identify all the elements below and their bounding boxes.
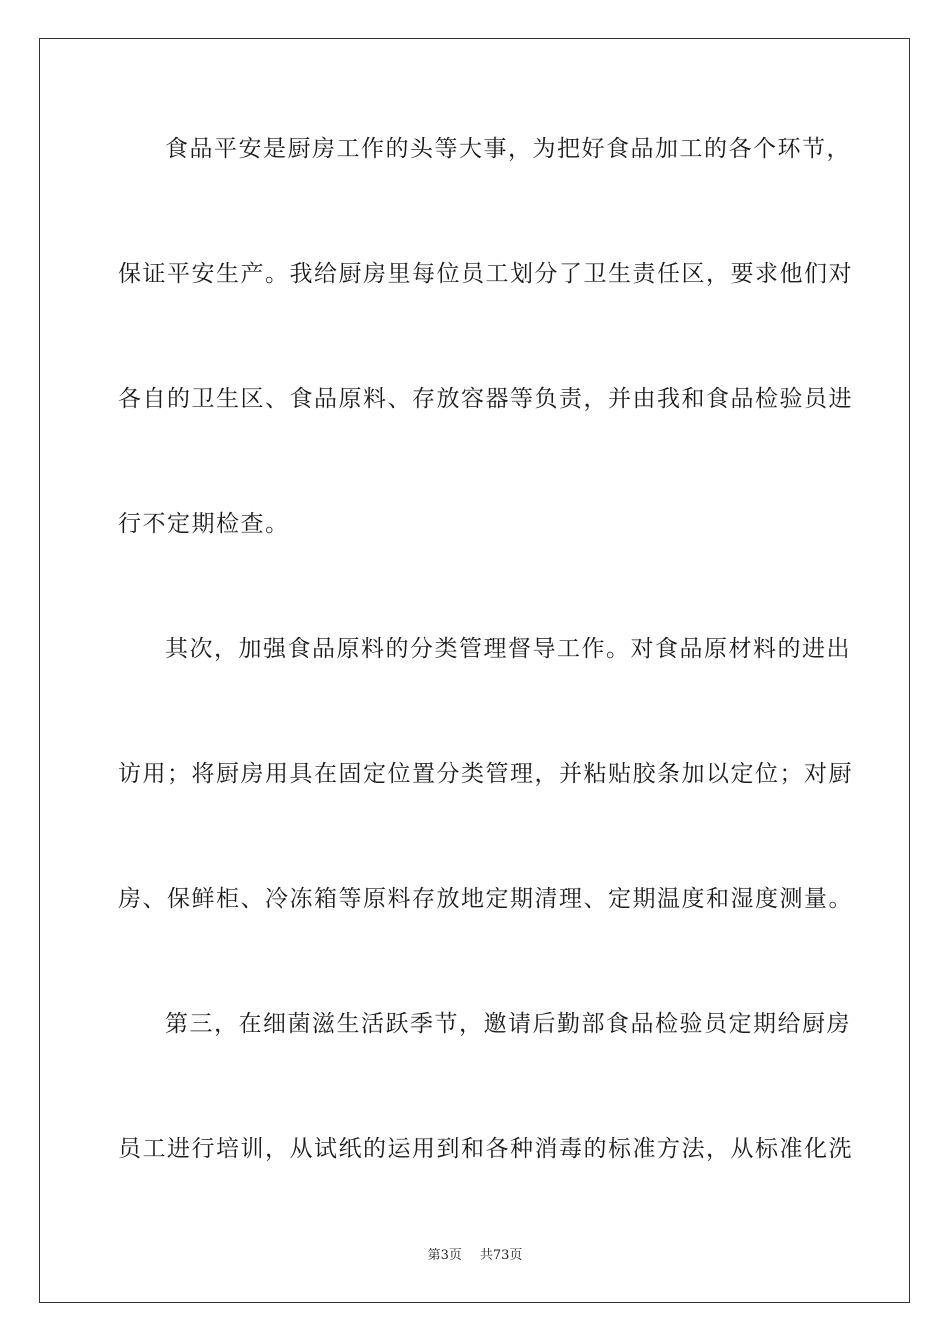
paragraph-1-line-1: 食品平安是厨房工作的头等大事，为把好食品加工的各个环节， xyxy=(165,136,851,162)
page-total: 共73页 xyxy=(479,1248,523,1263)
page-footer xyxy=(0,1247,950,1265)
paragraph-1-line-3: 各自的卫生区、食品原料、存放容器等负责，并由我和食品检验员进 xyxy=(118,386,853,412)
paragraph-2-line-2: 访用；将厨房用具在固定位置分类管理，并粘贴胶条加以定位；对厨 xyxy=(118,761,853,787)
paragraph-3-line-1: 第三，在细菌滋生活跃季节，邀请后勤部食品检验员定期给厨房 xyxy=(165,1011,851,1037)
paragraph-2-line-3: 房、保鲜柜、冷冻箱等原料存放地定期清理、定期温度和湿度测量。 xyxy=(118,886,853,912)
paragraph-2-line-1: 其次，加强食品原料的分类管理督导工作。对食品原材料的进出 xyxy=(165,636,851,662)
paragraph-3-line-2: 员工进行培训，从试纸的运用到和各种消毒的标准方法，从标准化洗 xyxy=(118,1136,853,1162)
paragraph-1-line-4: 行不定期检查。 xyxy=(118,511,290,537)
page-frame xyxy=(39,38,910,1303)
paragraph-1-line-2: 保证平安生产。我给厨房里每位员工划分了卫生责任区，要求他们对 xyxy=(118,261,853,287)
page-number: 第3页 xyxy=(427,1248,462,1263)
